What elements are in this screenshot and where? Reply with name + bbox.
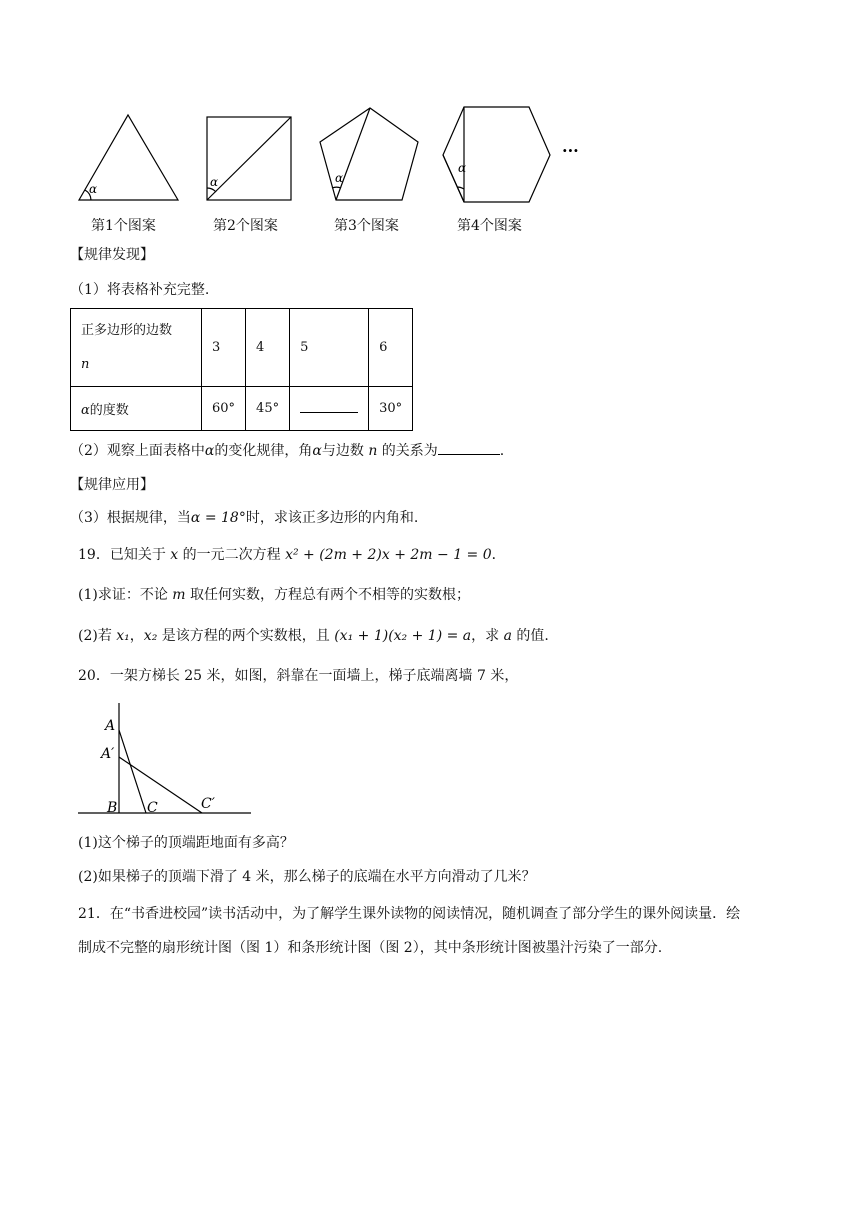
alpha-value: 60°	[202, 387, 246, 431]
question-19-part2: (2)若 x₁，x₂ 是该方程的两个实数根，且 (x₁ + 1)(x₂ + 1) = a，求 a 的值.	[78, 628, 549, 644]
label-B: B	[107, 800, 118, 816]
alpha-label-4: α	[458, 161, 467, 175]
pentagon-figure	[320, 108, 418, 200]
polygon-patterns-figure	[70, 100, 610, 210]
question-19-part1: (1)求证：不论 m 取任何实数，方程总有两个不相等的实数根；	[78, 587, 471, 603]
question-19-stem: 19．已知关于 x 的一元二次方程 x² + (2m + 2)x + 2m − 1 = 0．	[78, 547, 506, 563]
ellipsis: ···	[562, 141, 579, 160]
caption-2: 第2个图案	[213, 218, 278, 234]
n-value: 5	[290, 309, 369, 387]
question-21-line1: 21．在“书香进校园”读书活动中，为了解学生课外读物的阅读情况，随机调查了部分学生的课外阅读量．绘	[78, 906, 741, 922]
question-20-part1: (1)这个梯子的顶端距地面有多高？	[78, 835, 294, 851]
n-value: 6	[369, 309, 413, 387]
question-2: （2）观察上面表格中α的变化规律，角α与边数 n 的关系为 .	[70, 443, 505, 459]
caption-1: 第1个图案	[91, 218, 156, 234]
row1-label: 正多边形的边数 n	[71, 309, 202, 387]
pattern-table	[70, 308, 413, 431]
label-A-prime: A′	[101, 746, 115, 762]
alpha-value: 30°	[369, 387, 413, 431]
question-20-part2: (2)如果梯子的顶端下滑了 4 米，那么梯子的底端在水平方向滑动了几米？	[78, 869, 536, 885]
alpha-value: 45°	[246, 387, 290, 431]
label-C-prime: C′	[201, 796, 215, 812]
ladder-figure	[75, 700, 255, 820]
alpha-blank[interactable]	[290, 387, 369, 431]
answer-blank[interactable]	[438, 442, 500, 455]
row2-label: α的度数	[71, 387, 202, 431]
caption-4: 第4个图案	[457, 218, 522, 234]
n-value: 4	[246, 309, 290, 387]
question-21-line2: 制成不完整的扇形统计图（图 1）和条形统计图（图 2），其中条形统计图被墨汁污染了一部分.	[78, 940, 663, 956]
alpha-label-3: α	[335, 171, 344, 185]
caption-3: 第3个图案	[334, 218, 399, 234]
question-3: （3）根据规律，当α = 18°时，求该正多边形的内角和.	[70, 510, 419, 526]
alpha-label-2: α	[210, 175, 219, 189]
label-A: A	[105, 718, 116, 734]
label-C: C	[147, 800, 158, 816]
alpha-label-1: α	[89, 182, 98, 196]
section-discover: 【规律发现】	[70, 247, 154, 263]
question-20-stem: 20．一架方梯长 25 米，如图，斜靠在一面墙上，梯子底端离墙 7 米，	[78, 668, 519, 684]
section-apply: 【规律应用】	[70, 477, 154, 493]
question-1: （1）将表格补充完整.	[70, 282, 210, 298]
n-value: 3	[202, 309, 246, 387]
